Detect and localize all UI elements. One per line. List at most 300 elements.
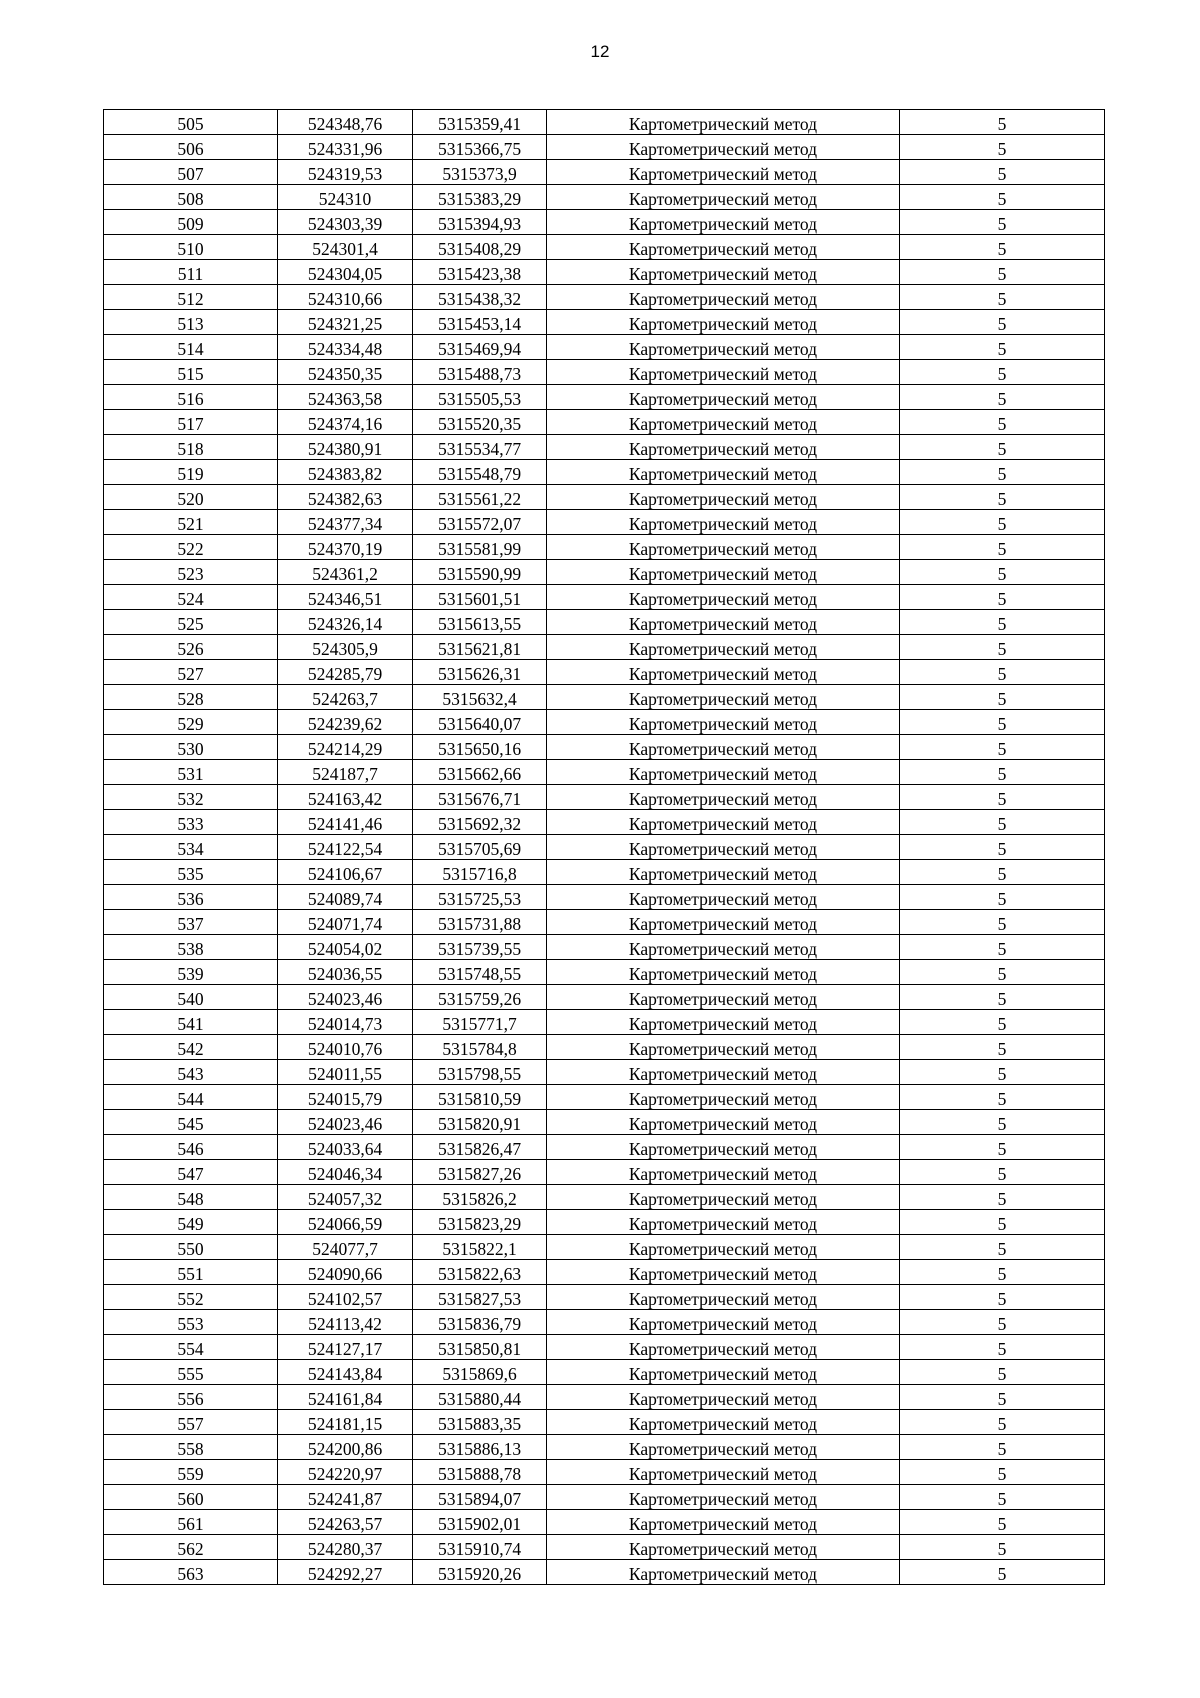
x-coordinate-cell: 524350,35: [278, 360, 413, 385]
point-number-cell: 538: [104, 935, 278, 960]
table-row: [104, 660, 1105, 685]
y-coordinate-cell: 5315613,55: [413, 610, 547, 635]
point-number-cell: 551: [104, 1260, 278, 1285]
y-coordinate-cell: 5315438,32: [413, 285, 547, 310]
point-number-cell: 563: [104, 1560, 278, 1585]
x-coordinate-cell: 524187,7: [278, 760, 413, 785]
y-coordinate-cell: 5315759,26: [413, 985, 547, 1010]
accuracy-cell: 5: [900, 985, 1105, 1010]
method-cell: Картометрический метод: [547, 1060, 900, 1085]
y-coordinate-cell: 5315366,75: [413, 135, 547, 160]
table-row: [104, 785, 1105, 810]
y-coordinate-cell: 5315869,6: [413, 1360, 547, 1385]
y-coordinate-cell: 5315394,93: [413, 210, 547, 235]
method-cell: Картометрический метод: [547, 1410, 900, 1435]
y-coordinate-cell: 5315453,14: [413, 310, 547, 335]
accuracy-cell: 5: [900, 260, 1105, 285]
accuracy-cell: 5: [900, 1235, 1105, 1260]
point-number-cell: 539: [104, 960, 278, 985]
table-row: [104, 110, 1105, 135]
x-coordinate-cell: 524374,16: [278, 410, 413, 435]
table-row: [104, 385, 1105, 410]
y-coordinate-cell: 5315705,69: [413, 835, 547, 860]
table-row: [104, 935, 1105, 960]
y-coordinate-cell: 5315650,16: [413, 735, 547, 760]
method-cell: Картометрический метод: [547, 260, 900, 285]
y-coordinate-cell: 5315810,59: [413, 1085, 547, 1110]
point-number-cell: 506: [104, 135, 278, 160]
x-coordinate-cell: 524066,59: [278, 1210, 413, 1235]
point-number-cell: 550: [104, 1235, 278, 1260]
point-number-cell: 554: [104, 1335, 278, 1360]
accuracy-cell: 5: [900, 1410, 1105, 1435]
point-number-cell: 536: [104, 885, 278, 910]
y-coordinate-cell: 5315408,29: [413, 235, 547, 260]
method-cell: Картометрический метод: [547, 885, 900, 910]
method-cell: Картометрический метод: [547, 410, 900, 435]
x-coordinate-cell: 524380,91: [278, 435, 413, 460]
x-coordinate-cell: 524057,32: [278, 1185, 413, 1210]
x-coordinate-cell: 524127,17: [278, 1335, 413, 1360]
point-number-cell: 533: [104, 810, 278, 835]
accuracy-cell: 5: [900, 960, 1105, 985]
x-coordinate-cell: 524014,73: [278, 1010, 413, 1035]
y-coordinate-cell: 5315520,35: [413, 410, 547, 435]
y-coordinate-cell: 5315731,88: [413, 910, 547, 935]
y-coordinate-cell: 5315561,22: [413, 485, 547, 510]
accuracy-cell: 5: [900, 760, 1105, 785]
point-number-cell: 548: [104, 1185, 278, 1210]
x-coordinate-cell: 524010,76: [278, 1035, 413, 1060]
table-row: [104, 1335, 1105, 1360]
x-coordinate-cell: 524011,55: [278, 1060, 413, 1085]
method-cell: Картометрический метод: [547, 135, 900, 160]
table-row: [104, 310, 1105, 335]
x-coordinate-cell: 524346,51: [278, 585, 413, 610]
accuracy-cell: 5: [900, 510, 1105, 535]
method-cell: Картометрический метод: [547, 1385, 900, 1410]
method-cell: Картометрический метод: [547, 235, 900, 260]
x-coordinate-cell: 524033,64: [278, 1135, 413, 1160]
method-cell: Картометрический метод: [547, 1360, 900, 1385]
accuracy-cell: 5: [900, 660, 1105, 685]
x-coordinate-cell: 524023,46: [278, 1110, 413, 1135]
point-number-cell: 524: [104, 585, 278, 610]
accuracy-cell: 5: [900, 535, 1105, 560]
table-row: [104, 860, 1105, 885]
y-coordinate-cell: 5315383,29: [413, 185, 547, 210]
method-cell: Картометрический метод: [547, 1310, 900, 1335]
x-coordinate-cell: 524200,86: [278, 1435, 413, 1460]
x-coordinate-cell: 524377,34: [278, 510, 413, 535]
table-row: [104, 710, 1105, 735]
y-coordinate-cell: 5315581,99: [413, 535, 547, 560]
y-coordinate-cell: 5315359,41: [413, 110, 547, 135]
y-coordinate-cell: 5315880,44: [413, 1385, 547, 1410]
x-coordinate-cell: 524292,27: [278, 1560, 413, 1585]
y-coordinate-cell: 5315505,53: [413, 385, 547, 410]
table-row: [104, 1035, 1105, 1060]
table-row: [104, 1210, 1105, 1235]
point-number-cell: 537: [104, 910, 278, 935]
y-coordinate-cell: 5315827,53: [413, 1285, 547, 1310]
y-coordinate-cell: 5315423,38: [413, 260, 547, 285]
point-number-cell: 542: [104, 1035, 278, 1060]
y-coordinate-cell: 5315469,94: [413, 335, 547, 360]
point-number-cell: 515: [104, 360, 278, 385]
x-coordinate-cell: 524310,66: [278, 285, 413, 310]
x-coordinate-cell: 524280,37: [278, 1535, 413, 1560]
x-coordinate-cell: 524331,96: [278, 135, 413, 160]
accuracy-cell: 5: [900, 310, 1105, 335]
point-number-cell: 513: [104, 310, 278, 335]
method-cell: Картометрический метод: [547, 1335, 900, 1360]
accuracy-cell: 5: [900, 210, 1105, 235]
method-cell: Картометрический метод: [547, 1510, 900, 1535]
y-coordinate-cell: 5315572,07: [413, 510, 547, 535]
accuracy-cell: 5: [900, 185, 1105, 210]
accuracy-cell: 5: [900, 285, 1105, 310]
accuracy-cell: 5: [900, 335, 1105, 360]
point-number-cell: 514: [104, 335, 278, 360]
method-cell: Картометрический метод: [547, 585, 900, 610]
point-number-cell: 545: [104, 1110, 278, 1135]
point-number-cell: 508: [104, 185, 278, 210]
x-coordinate-cell: 524305,9: [278, 635, 413, 660]
y-coordinate-cell: 5315820,91: [413, 1110, 547, 1135]
table-row: [104, 1160, 1105, 1185]
point-number-cell: 560: [104, 1485, 278, 1510]
accuracy-cell: 5: [900, 1285, 1105, 1310]
table-row: [104, 535, 1105, 560]
table-row: [104, 635, 1105, 660]
method-cell: Картометрический метод: [547, 1560, 900, 1585]
accuracy-cell: 5: [900, 360, 1105, 385]
table-row: [104, 1435, 1105, 1460]
y-coordinate-cell: 5315676,71: [413, 785, 547, 810]
table-row: [104, 1285, 1105, 1310]
method-cell: Картометрический метод: [547, 1535, 900, 1560]
y-coordinate-cell: 5315771,7: [413, 1010, 547, 1035]
table-row: [104, 285, 1105, 310]
table-row: [104, 1060, 1105, 1085]
method-cell: Картометрический метод: [547, 210, 900, 235]
point-number-cell: 541: [104, 1010, 278, 1035]
method-cell: Картометрический метод: [547, 760, 900, 785]
y-coordinate-cell: 5315920,26: [413, 1560, 547, 1585]
table-row: [104, 1185, 1105, 1210]
x-coordinate-cell: 524263,57: [278, 1510, 413, 1535]
x-coordinate-cell: 524046,34: [278, 1160, 413, 1185]
method-cell: Картометрический метод: [547, 560, 900, 585]
y-coordinate-cell: 5315850,81: [413, 1335, 547, 1360]
accuracy-cell: 5: [900, 735, 1105, 760]
y-coordinate-cell: 5315662,66: [413, 760, 547, 785]
accuracy-cell: 5: [900, 1210, 1105, 1235]
point-number-cell: 529: [104, 710, 278, 735]
table-row: [104, 560, 1105, 585]
y-coordinate-cell: 5315534,77: [413, 435, 547, 460]
table-row: [104, 1410, 1105, 1435]
method-cell: Картометрический метод: [547, 335, 900, 360]
table-row: [104, 210, 1105, 235]
x-coordinate-cell: 524361,2: [278, 560, 413, 585]
x-coordinate-cell: 524363,58: [278, 385, 413, 410]
accuracy-cell: 5: [900, 1510, 1105, 1535]
point-number-cell: 530: [104, 735, 278, 760]
table-row: [104, 1110, 1105, 1135]
accuracy-cell: 5: [900, 385, 1105, 410]
accuracy-cell: 5: [900, 1560, 1105, 1585]
y-coordinate-cell: 5315640,07: [413, 710, 547, 735]
accuracy-cell: 5: [900, 910, 1105, 935]
x-coordinate-cell: 524326,14: [278, 610, 413, 635]
x-coordinate-cell: 524285,79: [278, 660, 413, 685]
table-row: [104, 910, 1105, 935]
accuracy-cell: 5: [900, 610, 1105, 635]
method-cell: Картометрический метод: [547, 610, 900, 635]
table-row: [104, 510, 1105, 535]
x-coordinate-cell: 524214,29: [278, 735, 413, 760]
accuracy-cell: 5: [900, 1260, 1105, 1285]
method-cell: Картометрический метод: [547, 1085, 900, 1110]
table-row: [104, 435, 1105, 460]
method-cell: Картометрический метод: [547, 1485, 900, 1510]
x-coordinate-cell: 524015,79: [278, 1085, 413, 1110]
y-coordinate-cell: 5315836,79: [413, 1310, 547, 1335]
y-coordinate-cell: 5315725,53: [413, 885, 547, 910]
x-coordinate-cell: 524301,4: [278, 235, 413, 260]
table-row: [104, 160, 1105, 185]
accuracy-cell: 5: [900, 685, 1105, 710]
accuracy-cell: 5: [900, 1435, 1105, 1460]
accuracy-cell: 5: [900, 1085, 1105, 1110]
accuracy-cell: 5: [900, 410, 1105, 435]
accuracy-cell: 5: [900, 235, 1105, 260]
accuracy-cell: 5: [900, 885, 1105, 910]
method-cell: Картометрический метод: [547, 110, 900, 135]
coordinates-table-body: [104, 110, 1105, 1585]
x-coordinate-cell: 524054,02: [278, 935, 413, 960]
method-cell: Картометрический метод: [547, 1260, 900, 1285]
x-coordinate-cell: 524090,66: [278, 1260, 413, 1285]
table-row: [104, 1485, 1105, 1510]
x-coordinate-cell: 524239,62: [278, 710, 413, 735]
x-coordinate-cell: 524382,63: [278, 485, 413, 510]
y-coordinate-cell: 5315902,01: [413, 1510, 547, 1535]
point-number-cell: 549: [104, 1210, 278, 1235]
point-number-cell: 561: [104, 1510, 278, 1535]
table-row: [104, 410, 1105, 435]
accuracy-cell: 5: [900, 1110, 1105, 1135]
x-coordinate-cell: 524181,15: [278, 1410, 413, 1435]
x-coordinate-cell: 524036,55: [278, 960, 413, 985]
point-number-cell: 552: [104, 1285, 278, 1310]
x-coordinate-cell: 524383,82: [278, 460, 413, 485]
y-coordinate-cell: 5315632,4: [413, 685, 547, 710]
table-row: [104, 185, 1105, 210]
point-number-cell: 540: [104, 985, 278, 1010]
method-cell: Картометрический метод: [547, 1035, 900, 1060]
point-number-cell: 559: [104, 1460, 278, 1485]
accuracy-cell: 5: [900, 585, 1105, 610]
point-number-cell: 532: [104, 785, 278, 810]
accuracy-cell: 5: [900, 1060, 1105, 1085]
point-number-cell: 525: [104, 610, 278, 635]
method-cell: Картометрический метод: [547, 735, 900, 760]
method-cell: Картометрический метод: [547, 1135, 900, 1160]
y-coordinate-cell: 5315888,78: [413, 1460, 547, 1485]
table-row: [104, 1385, 1105, 1410]
point-number-cell: 509: [104, 210, 278, 235]
accuracy-cell: 5: [900, 1010, 1105, 1035]
y-coordinate-cell: 5315748,55: [413, 960, 547, 985]
method-cell: Картометрический метод: [547, 710, 900, 735]
accuracy-cell: 5: [900, 1185, 1105, 1210]
y-coordinate-cell: 5315826,47: [413, 1135, 547, 1160]
table-row: [104, 1560, 1105, 1585]
table-row: [104, 585, 1105, 610]
table-row: [104, 1510, 1105, 1535]
accuracy-cell: 5: [900, 935, 1105, 960]
x-coordinate-cell: 524370,19: [278, 535, 413, 560]
point-number-cell: 519: [104, 460, 278, 485]
x-coordinate-cell: 524319,53: [278, 160, 413, 185]
y-coordinate-cell: 5315822,1: [413, 1235, 547, 1260]
x-coordinate-cell: 524310: [278, 185, 413, 210]
point-number-cell: 531: [104, 760, 278, 785]
table-row: [104, 1085, 1105, 1110]
x-coordinate-cell: 524141,46: [278, 810, 413, 835]
point-number-cell: 516: [104, 385, 278, 410]
table-row: [104, 960, 1105, 985]
y-coordinate-cell: 5315827,26: [413, 1160, 547, 1185]
table-row: [104, 260, 1105, 285]
method-cell: Картометрический метод: [547, 635, 900, 660]
x-coordinate-cell: 524163,42: [278, 785, 413, 810]
accuracy-cell: 5: [900, 1135, 1105, 1160]
accuracy-cell: 5: [900, 135, 1105, 160]
table-row: [104, 610, 1105, 635]
y-coordinate-cell: 5315626,31: [413, 660, 547, 685]
x-coordinate-cell: 524161,84: [278, 1385, 413, 1410]
table-row: [104, 1135, 1105, 1160]
method-cell: Картометрический метод: [547, 685, 900, 710]
accuracy-cell: 5: [900, 1360, 1105, 1385]
accuracy-cell: 5: [900, 1335, 1105, 1360]
table-row: [104, 135, 1105, 160]
point-number-cell: 544: [104, 1085, 278, 1110]
x-coordinate-cell: 524122,54: [278, 835, 413, 860]
x-coordinate-cell: 524143,84: [278, 1360, 413, 1385]
page-number: 12: [590, 42, 610, 61]
x-coordinate-cell: 524220,97: [278, 1460, 413, 1485]
accuracy-cell: 5: [900, 1535, 1105, 1560]
x-coordinate-cell: 524102,57: [278, 1285, 413, 1310]
point-number-cell: 535: [104, 860, 278, 885]
y-coordinate-cell: 5315910,74: [413, 1535, 547, 1560]
table-row: [104, 735, 1105, 760]
accuracy-cell: 5: [900, 860, 1105, 885]
y-coordinate-cell: 5315883,35: [413, 1410, 547, 1435]
method-cell: Картометрический метод: [547, 385, 900, 410]
table-row: [104, 985, 1105, 1010]
accuracy-cell: 5: [900, 485, 1105, 510]
point-number-cell: 556: [104, 1385, 278, 1410]
point-number-cell: 527: [104, 660, 278, 685]
point-number-cell: 512: [104, 285, 278, 310]
y-coordinate-cell: 5315826,2: [413, 1185, 547, 1210]
y-coordinate-cell: 5315590,99: [413, 560, 547, 585]
method-cell: Картометрический метод: [547, 160, 900, 185]
x-coordinate-cell: 524113,42: [278, 1310, 413, 1335]
accuracy-cell: 5: [900, 460, 1105, 485]
point-number-cell: 558: [104, 1435, 278, 1460]
x-coordinate-cell: 524077,7: [278, 1235, 413, 1260]
method-cell: Картометрический метод: [547, 1010, 900, 1035]
y-coordinate-cell: 5315894,07: [413, 1485, 547, 1510]
method-cell: Картометрический метод: [547, 1160, 900, 1185]
x-coordinate-cell: 524263,7: [278, 685, 413, 710]
point-number-cell: 511: [104, 260, 278, 285]
point-number-cell: 546: [104, 1135, 278, 1160]
point-number-cell: 520: [104, 485, 278, 510]
point-number-cell: 521: [104, 510, 278, 535]
method-cell: Картометрический метод: [547, 485, 900, 510]
table-row: [104, 835, 1105, 860]
method-cell: Картометрический метод: [547, 785, 900, 810]
point-number-cell: 522: [104, 535, 278, 560]
accuracy-cell: 5: [900, 810, 1105, 835]
table-row: [104, 235, 1105, 260]
x-coordinate-cell: 524071,74: [278, 910, 413, 935]
method-cell: Картометрический метод: [547, 835, 900, 860]
method-cell: Картометрический метод: [547, 535, 900, 560]
method-cell: Картометрический метод: [547, 985, 900, 1010]
y-coordinate-cell: 5315692,32: [413, 810, 547, 835]
method-cell: Картометрический метод: [547, 660, 900, 685]
y-coordinate-cell: 5315886,13: [413, 1435, 547, 1460]
coordinates-table: [103, 109, 1105, 1585]
table-row: [104, 1235, 1105, 1260]
table-row: [104, 1360, 1105, 1385]
accuracy-cell: 5: [900, 560, 1105, 585]
accuracy-cell: 5: [900, 835, 1105, 860]
table-row: [104, 485, 1105, 510]
accuracy-cell: 5: [900, 1485, 1105, 1510]
x-coordinate-cell: 524089,74: [278, 885, 413, 910]
point-number-cell: 543: [104, 1060, 278, 1085]
point-number-cell: 553: [104, 1310, 278, 1335]
point-number-cell: 547: [104, 1160, 278, 1185]
point-number-cell: 523: [104, 560, 278, 585]
method-cell: Картометрический метод: [547, 1435, 900, 1460]
accuracy-cell: 5: [900, 785, 1105, 810]
y-coordinate-cell: 5315373,9: [413, 160, 547, 185]
table-row: [104, 335, 1105, 360]
point-number-cell: 517: [104, 410, 278, 435]
method-cell: Картометрический метод: [547, 1235, 900, 1260]
y-coordinate-cell: 5315823,29: [413, 1210, 547, 1235]
table-row: [104, 685, 1105, 710]
method-cell: Картометрический метод: [547, 435, 900, 460]
table-row: [104, 1535, 1105, 1560]
accuracy-cell: 5: [900, 1310, 1105, 1335]
accuracy-cell: 5: [900, 1385, 1105, 1410]
accuracy-cell: 5: [900, 1160, 1105, 1185]
y-coordinate-cell: 5315488,73: [413, 360, 547, 385]
method-cell: Картометрический метод: [547, 910, 900, 935]
